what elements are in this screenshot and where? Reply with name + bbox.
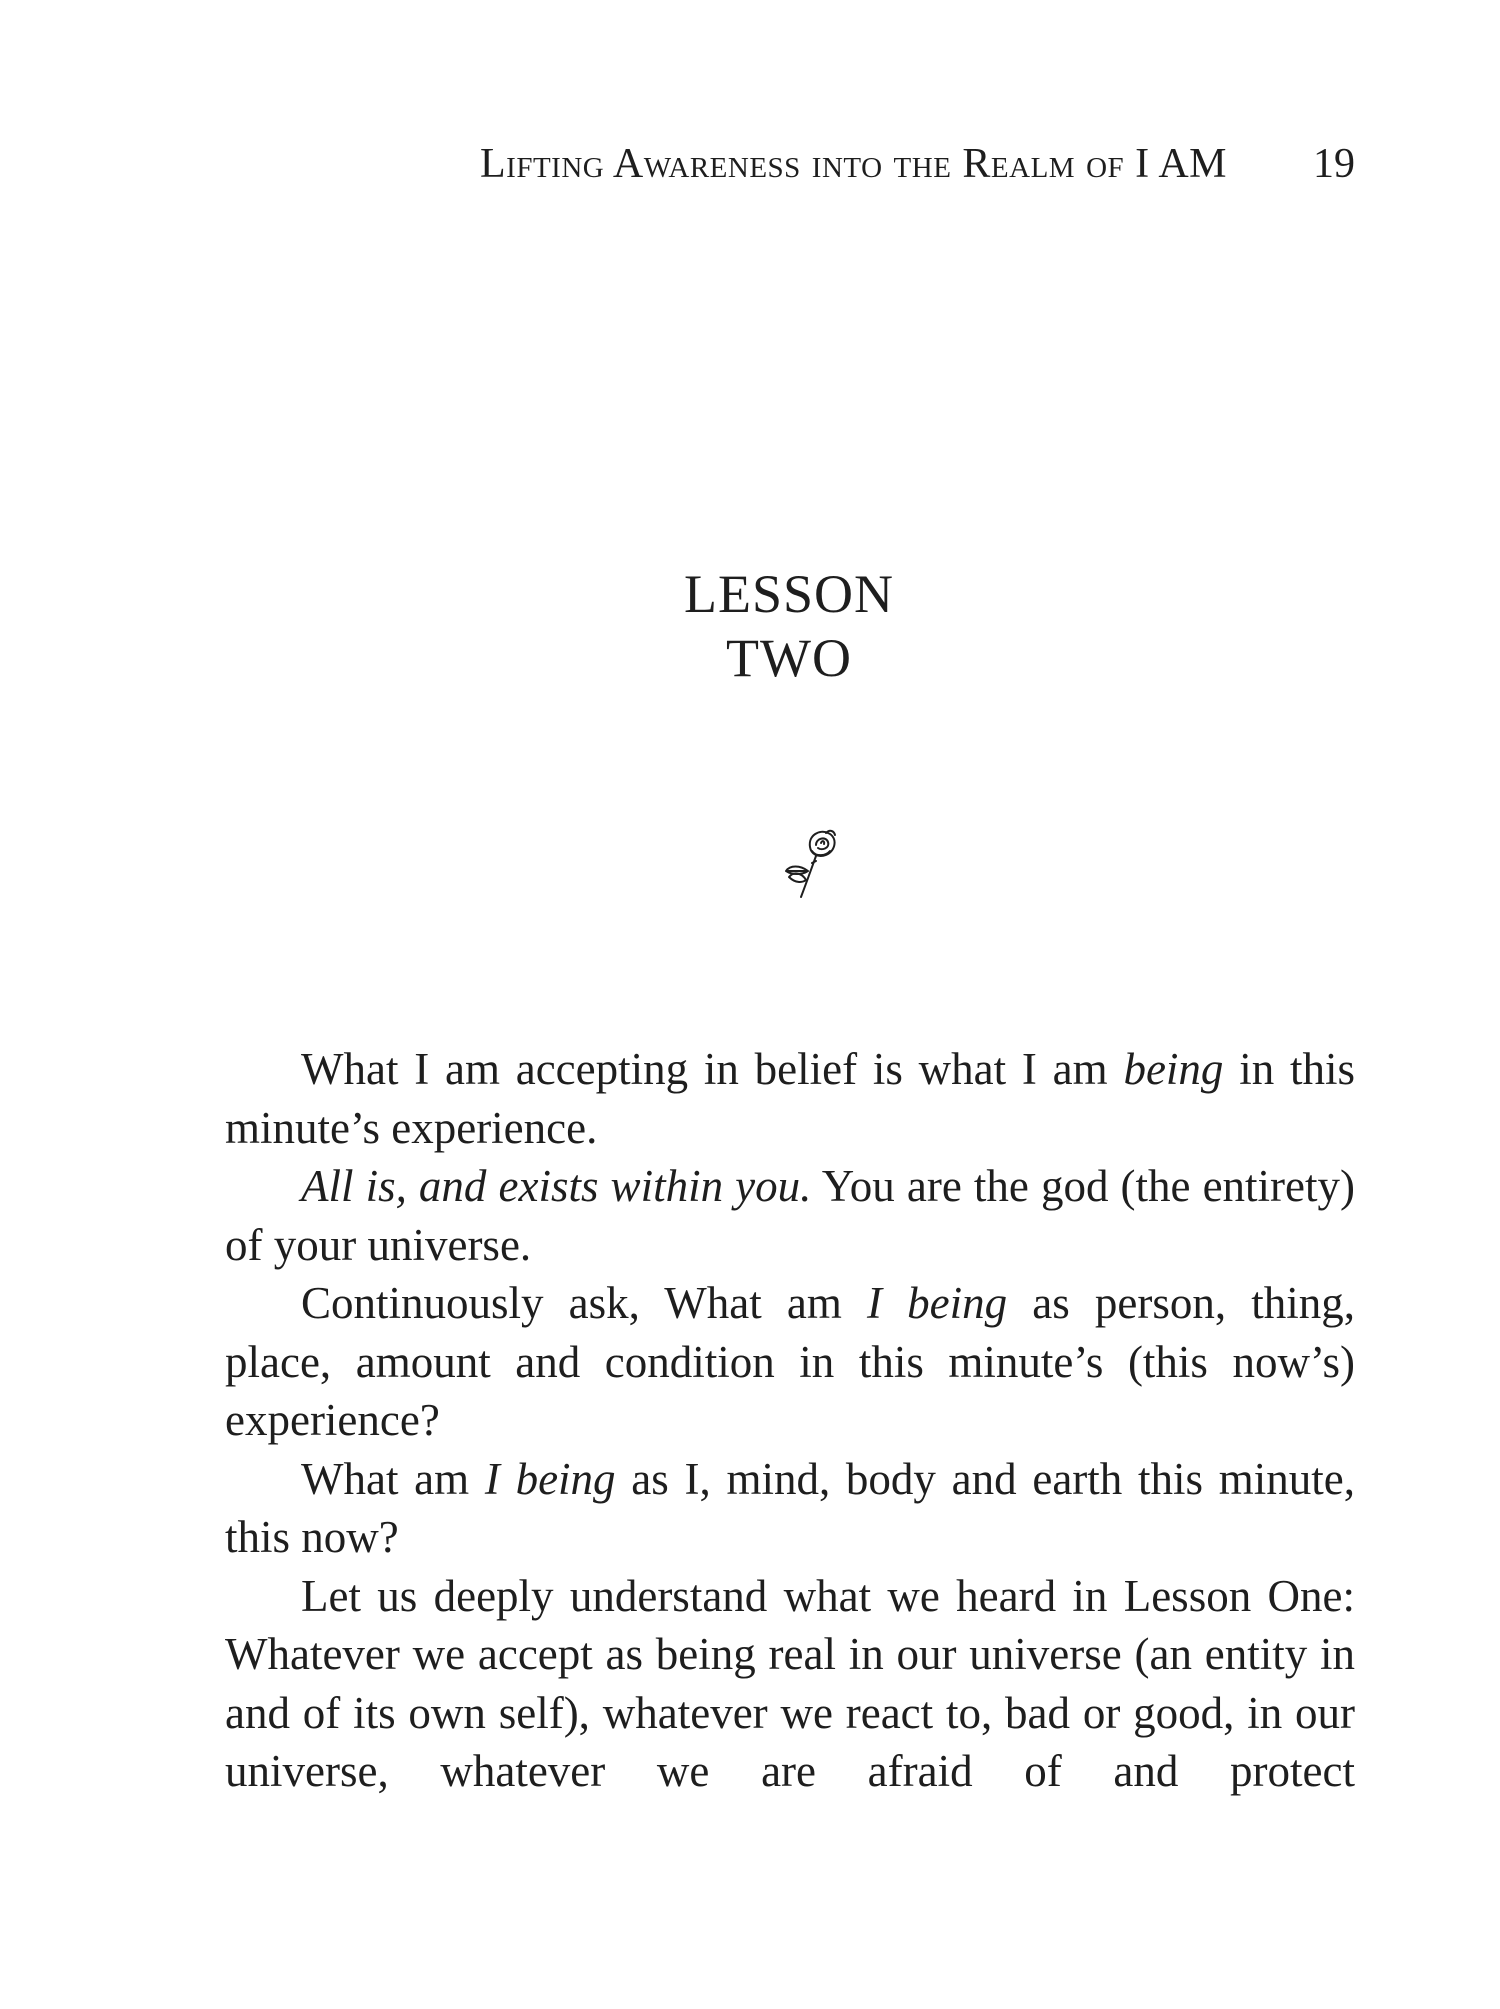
paragraph-4 (225, 1450, 1355, 1567)
paragraph-4-text-b: as I, mind, body and earth this minute, this now? (225, 1453, 1355, 1562)
paragraph-2-text: You are the god (the entirety) of your universe. (225, 1161, 1355, 1270)
chapter-heading-line1: LESSON (683, 564, 895, 624)
paragraph-4-text-a: What am (301, 1453, 485, 1504)
running-title: Lifting Awareness into the Realm of I AM (480, 141, 1227, 187)
paragraph-1-emphasis: being (1123, 1044, 1224, 1094)
running-head (225, 140, 1355, 200)
rose-icon (780, 825, 850, 900)
paragraph-4-emphasis: I being (484, 1453, 616, 1504)
chapter-heading (0, 562, 1500, 690)
paragraph-5 (225, 1567, 1355, 1801)
paragraph-3-emphasis: I being (866, 1278, 1008, 1328)
chapter-heading-line2: TWO (726, 628, 852, 688)
page-number: 19 (1313, 141, 1355, 187)
paragraph-1-text-b: in this minute’s experience. (225, 1044, 1355, 1153)
paragraph-1 (225, 1040, 1355, 1157)
paragraph-5-text: Let us deeply understand what we heard in Lesson One: Whatever we accept as being real in our universe (an entity in and of its own self), whatever we react to, bad or good, in our universe, whatever we are afraid of and protect (225, 1570, 1355, 1796)
paragraph-3 (225, 1274, 1355, 1450)
paragraph-3-text-b: as person, thing, place, amount and condition in this minute’s (this now’s) experience? (225, 1278, 1355, 1445)
body-text (225, 1040, 1355, 1801)
paragraph-2 (225, 1157, 1355, 1274)
paragraph-1-text-a: What I am accepting in belief is what I am (301, 1044, 1124, 1094)
paragraph-2-emphasis: All is, and exists within you. (301, 1161, 812, 1211)
paragraph-3-text-a: Continuously ask, What am (301, 1278, 867, 1328)
